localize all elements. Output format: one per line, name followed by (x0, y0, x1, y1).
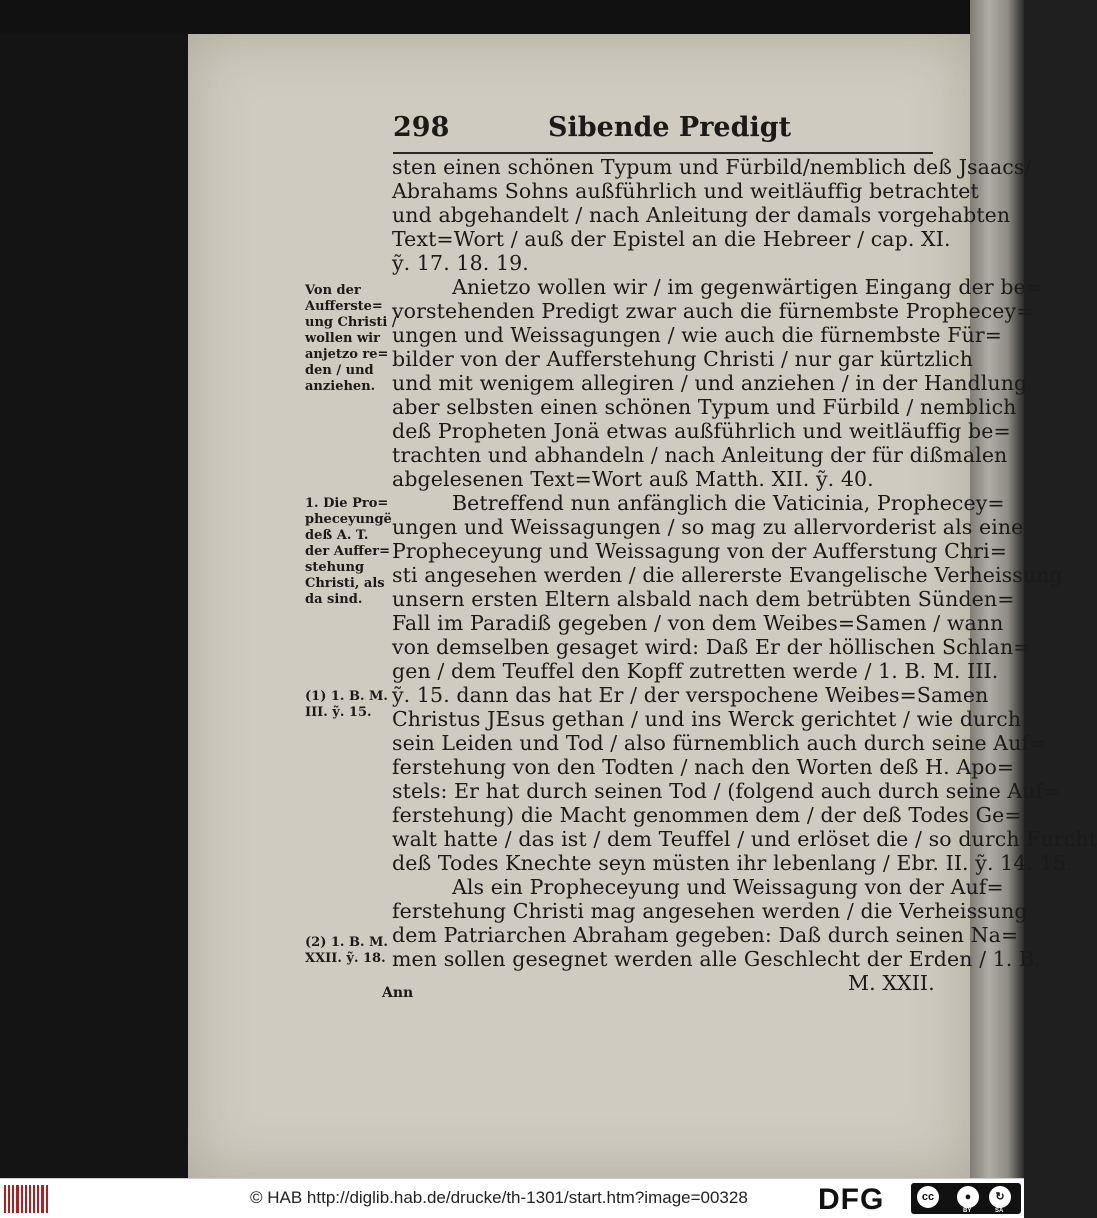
body-line: von demselben gesaget wird: Daß Er der höllischen Schlan= (392, 635, 1031, 659)
body-line: ỹ. 17. 18. 19. (392, 251, 529, 275)
margin-note: anjetzo re= (305, 347, 389, 362)
header-rule (393, 152, 933, 154)
page-number: 298 (393, 112, 450, 143)
margin-note: den / und (305, 363, 374, 378)
body-line: abgelesenen Text=Wort auß Matth. XII. ỹ. 40. (392, 467, 874, 491)
margin-note: wollen wir (305, 331, 380, 346)
cc-license-badge[interactable] (911, 1183, 1021, 1214)
margin-note: (1) 1. B. M. (305, 689, 388, 704)
body-line: Fall im Paradiß gegeben / von dem Weibes=Samen / wann (392, 611, 1004, 635)
license-by-label: BY (963, 1208, 972, 1214)
license-sa-label: SA (995, 1208, 1004, 1214)
body-line: Anietzo wollen wir / im gegenwärtigen Eingang der be= (452, 275, 1044, 299)
body-line: gen / dem Teuffel den Kopff zutretten werde / 1. B. M. III. (392, 659, 999, 683)
by-person-icon: ● (957, 1186, 979, 1208)
body-line: dem Patriarchen Abraham gegeben: Daß durch seinen Na= (392, 923, 1019, 947)
body-line: Text=Wort / auß der Epistel an die Hebreer / cap. XI. (392, 227, 951, 251)
body-line: M. XXII. (848, 971, 935, 995)
body-line: sti angesehen werden / die allererste Evangelische Verheissung (392, 563, 1063, 587)
margin-note: da sind. (305, 592, 363, 607)
margin-note: Aufferste= (305, 299, 383, 314)
book-edge-top (0, 0, 1024, 34)
body-line: ferstehung Christi mag angesehen werden / die Verheissung (392, 899, 1028, 923)
body-line: und abgehandelt / nach Anleitung der damals vorgehabten (392, 203, 1011, 227)
body-line: sein Leiden und Tod / also fürnemblich auch durch seine Auf= (392, 731, 1047, 755)
body-line: Abrahams Sohns außführlich und weitläuffig betrachtet (392, 179, 979, 203)
body-line: ungen und Weissagungen / wie auch die fürnembste Für= (392, 323, 1002, 347)
body-line: ferstehung) die Macht genommen dem / der deß Todes Ge= (392, 803, 1022, 827)
margin-note: XXII. ỹ. 18. (305, 951, 386, 966)
body-line: Als ein Propheceyung und Weissagung von der Auf= (452, 875, 1004, 899)
body-line: trachten und abhandeln / nach Anleitung der für dißmalen (392, 443, 1008, 467)
body-line: stels: Er hat durch seinen Tod / (folgend auch durch seine Auf= (392, 779, 1061, 803)
margin-note: deß A. T. (305, 528, 369, 543)
margin-note: Von der (305, 283, 361, 298)
margin-note: III. ỹ. 15. (305, 705, 372, 720)
margin-note: (2) 1. B. M. (305, 935, 388, 950)
body-line: und mit wenigem allegiren / und anziehen / in der Handlung (392, 371, 1028, 395)
sharealike-icon: ↻ (989, 1186, 1011, 1208)
body-line: ỹ. 15. dann das hat Er / der verspochene Weibes=Samen (392, 683, 989, 707)
body-line: walt hatte / das ist / dem Teuffel / und erlöset die / so durch Furcht (392, 827, 1097, 851)
body-line: bilder von der Aufferstehung Christi / nur gar kürtzlich (392, 347, 974, 371)
body-line: vorstehenden Predigt zwar auch die fürnembste Prophecey= (392, 299, 1034, 323)
running-title: Sibende Predigt (548, 112, 792, 143)
body-line: deß Todes Knechte seyn müsten ihr lebenlang / Ebr. II. ỹ. 14. 15. (392, 851, 1073, 875)
margin-note: anziehen. (305, 379, 376, 394)
margin-note: 1. Die Pro= (305, 496, 389, 511)
body-line: Betreffend nun anfänglich die Vaticinia, Prophecey= (452, 491, 1005, 515)
body-line: unsern ersten Eltern alsbald nach dem betrübten Sünden= (392, 587, 1015, 611)
margin-note: der Auffer= (305, 544, 390, 559)
body-line: men sollen gesegnet werden alle Geschlecht der Erden / 1. B. (392, 947, 1041, 971)
body-line: sten einen schönen Typum und Fürbild/nemblich deß Jsaacs/ (392, 155, 1032, 179)
cc-icon: cc (917, 1186, 939, 1208)
footer-attribution-link[interactable]: © HAB http://diglib.hab.de/drucke/th-1301/start.htm?image=00328 (250, 1188, 748, 1207)
dfg-logo[interactable]: DFG (818, 1183, 885, 1216)
body-line: aber selbsten einen schönen Typum und Fürbild / nemblich (392, 395, 1017, 419)
margin-note: ung Christi / (305, 315, 397, 330)
body-line: Christus JEsus gethan / und ins Werck gerichtet / wie durch (392, 707, 1022, 731)
body-line: deß Propheten Jonä etwas außführlich und weitläuffig be= (392, 419, 1011, 443)
margin-note: pheceyungë (305, 512, 392, 527)
catchword: Ann (382, 985, 414, 1001)
margin-note: stehung (305, 560, 365, 575)
body-line: ungen und Weissagungen / so mag zu allervorderist als eine (392, 515, 1024, 539)
footer-bar (0, 1178, 1024, 1218)
hab-logo-icon[interactable] (4, 1185, 48, 1213)
body-line: ferstehung von den Todten / nach den Worten deß H. Apo= (392, 755, 1015, 779)
margin-note: Christi, als (305, 576, 385, 591)
body-line: Propheceyung und Weissagung von der Aufferstung Chri= (392, 539, 1008, 563)
